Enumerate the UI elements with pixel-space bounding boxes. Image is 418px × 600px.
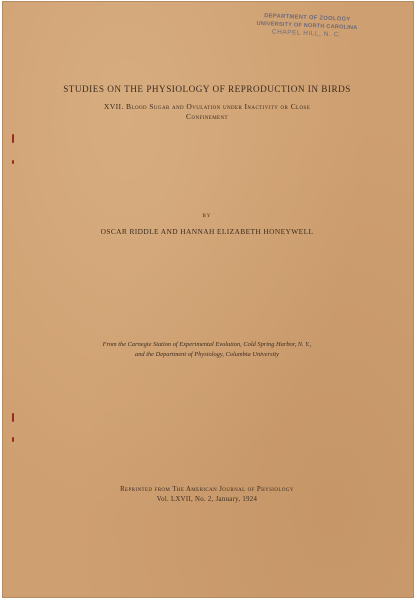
article-title-line-1: XVII. Blood Sugar and Ovulation under Inactivity or Close — [103, 102, 311, 111]
article-title — [2, 102, 412, 122]
staple-mark-bottom — [12, 437, 14, 442]
stamp-location: CHAPEL HILL, N. C. — [271, 28, 342, 39]
article-title-line-2: Confinement — [186, 112, 228, 121]
series-title: STUDIES ON THE PHYSIOLOGY OF REPRODUCTION IN BIRDS — [63, 84, 351, 94]
reprint-source: Reprinted from The American Journal of Physiology — [120, 486, 294, 493]
staple-mark-lower-middle — [12, 413, 14, 422]
staple-mark-upper-middle — [12, 160, 14, 164]
byline-label: BY — [202, 214, 212, 219]
library-stamp — [252, 13, 363, 40]
stamp-university: UNIVERSITY OF NORTH CAROLINA — [256, 20, 358, 31]
affiliation-line-2: and the Department of Physiology, Columbia University — [135, 351, 279, 358]
affiliation — [2, 340, 412, 360]
authors: OSCAR RIDDLE AND HANNAH ELIZABETH HONEYWELL — [100, 227, 314, 236]
affiliation-line-1: From the Carnegie Station of Experimental Evolution, Cold Spring Harbor, N. Y., — [102, 341, 312, 348]
journal-cover — [2, 1, 414, 598]
staple-mark-top — [12, 134, 14, 143]
stamp-department: DEPARTMENT OF ZOOLOGY — [264, 13, 351, 23]
volume-info: Vol. LXVII, No. 2, January, 1924 — [156, 496, 258, 503]
